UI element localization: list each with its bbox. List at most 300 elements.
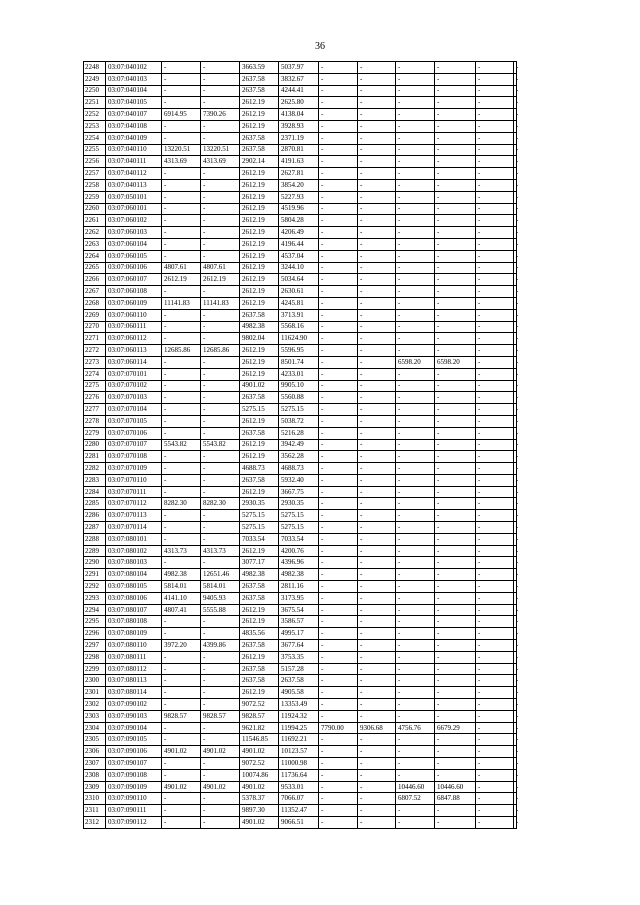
table-cell: 4313.69 bbox=[201, 156, 240, 168]
table-cell: - bbox=[319, 415, 358, 427]
table-cell: 03:07:060105 bbox=[106, 250, 162, 262]
table-row bbox=[84, 651, 517, 663]
table-cell: - bbox=[476, 781, 514, 793]
table-cell: 03:07:090112 bbox=[106, 817, 162, 829]
table-cell: 11624.90 bbox=[279, 333, 319, 345]
table-cell: - bbox=[162, 404, 201, 416]
table-cell: 3173.95 bbox=[279, 592, 319, 604]
table-cell: 2280 bbox=[84, 439, 106, 451]
table-cell: - bbox=[476, 368, 514, 380]
table-cell: - bbox=[396, 628, 435, 640]
table-cell: 03:07:060109 bbox=[106, 297, 162, 309]
table-cell: 03:07:080113 bbox=[106, 675, 162, 687]
table-cell: - bbox=[476, 345, 514, 357]
table-cell: 10446.60 bbox=[396, 781, 435, 793]
table-cell: 9802.04 bbox=[240, 333, 279, 345]
table-cell: 5814.01 bbox=[162, 581, 201, 593]
table-row bbox=[84, 368, 517, 380]
table-cell: - bbox=[514, 297, 517, 309]
table-cell: - bbox=[396, 321, 435, 333]
table-row bbox=[84, 758, 517, 770]
table-cell: 2612.19 bbox=[240, 191, 279, 203]
table-cell: 2371.19 bbox=[279, 132, 319, 144]
table-cell: 2625.80 bbox=[279, 97, 319, 109]
table-cell: - bbox=[201, 651, 240, 663]
table-cell: 03:07:080112 bbox=[106, 663, 162, 675]
table-cell: - bbox=[476, 97, 514, 109]
table-cell: - bbox=[319, 109, 358, 121]
table-cell: 2262 bbox=[84, 227, 106, 239]
table-row bbox=[84, 533, 517, 545]
table-cell: - bbox=[319, 356, 358, 368]
table-cell: - bbox=[358, 486, 396, 498]
table-cell: - bbox=[201, 557, 240, 569]
table-cell: - bbox=[319, 439, 358, 451]
table-cell: 9306.68 bbox=[358, 722, 396, 734]
table-cell: - bbox=[396, 392, 435, 404]
table-cell: - bbox=[476, 274, 514, 286]
table-cell: - bbox=[162, 120, 201, 132]
table-cell: - bbox=[435, 474, 476, 486]
table-cell: - bbox=[358, 592, 396, 604]
table-cell: 2260 bbox=[84, 203, 106, 215]
table-cell: - bbox=[162, 769, 201, 781]
table-cell: - bbox=[435, 675, 476, 687]
table-cell: 5157.28 bbox=[279, 663, 319, 675]
table-cell: 2307 bbox=[84, 758, 106, 770]
table-cell: 4688.73 bbox=[279, 463, 319, 475]
table-cell: - bbox=[358, 356, 396, 368]
table-cell: 6679.29 bbox=[435, 722, 476, 734]
table-cell: - bbox=[319, 793, 358, 805]
table-cell: 10123.57 bbox=[279, 746, 319, 758]
table-cell: 4396.96 bbox=[279, 557, 319, 569]
table-cell: - bbox=[319, 321, 358, 333]
table-cell: 5804.28 bbox=[279, 215, 319, 227]
table-cell: - bbox=[476, 415, 514, 427]
table-row bbox=[84, 628, 517, 640]
table-cell: 03:07:080101 bbox=[106, 533, 162, 545]
table-cell: - bbox=[396, 687, 435, 699]
table-cell: 7033.54 bbox=[279, 533, 319, 545]
table-cell: 2902.14 bbox=[240, 156, 279, 168]
table-cell: 5275.15 bbox=[240, 404, 279, 416]
table-cell: 03:07:080102 bbox=[106, 545, 162, 557]
table-row bbox=[84, 120, 517, 132]
table-cell: - bbox=[201, 368, 240, 380]
table-cell: 9897.30 bbox=[240, 805, 279, 817]
table-cell: 3677.64 bbox=[279, 640, 319, 652]
table-cell: - bbox=[319, 734, 358, 746]
table-cell: 4901.02 bbox=[240, 781, 279, 793]
table-cell: - bbox=[514, 734, 517, 746]
table-cell: - bbox=[201, 179, 240, 191]
table-cell: 03:07:060106 bbox=[106, 262, 162, 274]
table-cell: 03:07:090109 bbox=[106, 781, 162, 793]
table-cell: - bbox=[201, 238, 240, 250]
table-cell: - bbox=[396, 368, 435, 380]
table-cell: - bbox=[319, 132, 358, 144]
table-cell: - bbox=[476, 675, 514, 687]
table-cell: - bbox=[358, 533, 396, 545]
table-cell: - bbox=[162, 758, 201, 770]
table-cell: 5216.28 bbox=[279, 427, 319, 439]
table-cell: - bbox=[201, 250, 240, 262]
table-cell: - bbox=[476, 640, 514, 652]
table-cell: - bbox=[476, 179, 514, 191]
table-cell: 03:07:070104 bbox=[106, 404, 162, 416]
table-cell: 2264 bbox=[84, 250, 106, 262]
table-cell: - bbox=[358, 132, 396, 144]
table-cell: 4901.02 bbox=[201, 781, 240, 793]
table-cell: - bbox=[476, 710, 514, 722]
table-cell: 2612.19 bbox=[240, 297, 279, 309]
table-cell: - bbox=[396, 734, 435, 746]
table-cell: - bbox=[162, 215, 201, 227]
table-cell: 4688.73 bbox=[240, 463, 279, 475]
table-cell: - bbox=[435, 368, 476, 380]
table-cell: - bbox=[358, 203, 396, 215]
table-cell: - bbox=[514, 604, 517, 616]
table-cell: - bbox=[162, 250, 201, 262]
table-cell: - bbox=[514, 592, 517, 604]
table-cell: 3077.17 bbox=[240, 557, 279, 569]
table-cell: 5275.15 bbox=[279, 522, 319, 534]
table-row bbox=[84, 781, 517, 793]
table-cell: 9905.10 bbox=[279, 380, 319, 392]
table-row bbox=[84, 592, 517, 604]
table-cell: - bbox=[201, 474, 240, 486]
table-cell: - bbox=[476, 144, 514, 156]
table-row bbox=[84, 168, 517, 180]
table-cell: 2301 bbox=[84, 687, 106, 699]
table-cell: - bbox=[435, 392, 476, 404]
table-cell: - bbox=[319, 474, 358, 486]
table-cell: - bbox=[162, 486, 201, 498]
table-cell: - bbox=[358, 557, 396, 569]
table-cell: - bbox=[396, 262, 435, 274]
table-cell: 2293 bbox=[84, 592, 106, 604]
table-cell: - bbox=[319, 781, 358, 793]
table-cell: - bbox=[162, 722, 201, 734]
table-cell: - bbox=[358, 156, 396, 168]
table-cell: - bbox=[514, 805, 517, 817]
table-cell: - bbox=[162, 238, 201, 250]
table-cell: - bbox=[358, 191, 396, 203]
table-cell: - bbox=[358, 415, 396, 427]
table-cell: - bbox=[319, 215, 358, 227]
table-cell: 03:07:040105 bbox=[106, 97, 162, 109]
table-cell: - bbox=[435, 286, 476, 298]
table-cell: 3244.10 bbox=[279, 262, 319, 274]
table-row bbox=[84, 746, 517, 758]
table-cell: - bbox=[358, 250, 396, 262]
table-cell: 2630.61 bbox=[279, 286, 319, 298]
table-cell: - bbox=[201, 215, 240, 227]
table-cell: 2305 bbox=[84, 734, 106, 746]
table-cell: - bbox=[201, 758, 240, 770]
table-row bbox=[84, 380, 517, 392]
table-cell: 2278 bbox=[84, 415, 106, 427]
table-cell: 2612.19 bbox=[240, 203, 279, 215]
table-cell: - bbox=[358, 286, 396, 298]
table-cell: 4399.86 bbox=[201, 640, 240, 652]
table-cell: - bbox=[319, 510, 358, 522]
table-cell: 2250 bbox=[84, 85, 106, 97]
table-cell: 03:07:040111 bbox=[106, 156, 162, 168]
table-cell: - bbox=[162, 451, 201, 463]
table-cell: 13353.49 bbox=[279, 699, 319, 711]
table-cell: 5560.88 bbox=[279, 392, 319, 404]
table-cell: 3753.35 bbox=[279, 651, 319, 663]
table-cell: - bbox=[476, 286, 514, 298]
table-cell: - bbox=[514, 227, 517, 239]
table-cell: - bbox=[514, 404, 517, 416]
table-cell: - bbox=[201, 392, 240, 404]
table-cell: - bbox=[319, 345, 358, 357]
table-cell: 5275.15 bbox=[240, 510, 279, 522]
table-cell: - bbox=[396, 522, 435, 534]
table-cell: - bbox=[435, 557, 476, 569]
table-body bbox=[84, 62, 517, 829]
table-cell: - bbox=[514, 156, 517, 168]
table-cell: 2259 bbox=[84, 191, 106, 203]
table-row bbox=[84, 227, 517, 239]
table-cell: - bbox=[358, 640, 396, 652]
table-row bbox=[84, 73, 517, 85]
table-cell: - bbox=[396, 769, 435, 781]
table-cell: - bbox=[435, 274, 476, 286]
table-cell: - bbox=[435, 604, 476, 616]
table-cell: 10446.60 bbox=[435, 781, 476, 793]
table-cell: 5275.15 bbox=[279, 404, 319, 416]
table-cell: - bbox=[396, 427, 435, 439]
table-cell: - bbox=[162, 62, 201, 74]
table-cell: 4982.38 bbox=[279, 569, 319, 581]
table-cell: - bbox=[396, 85, 435, 97]
table-cell: - bbox=[476, 793, 514, 805]
table-cell: - bbox=[201, 286, 240, 298]
table-cell: 7033.54 bbox=[240, 533, 279, 545]
table-cell: - bbox=[435, 533, 476, 545]
table-cell: 2930.35 bbox=[240, 498, 279, 510]
table-cell: - bbox=[319, 250, 358, 262]
table-cell: - bbox=[396, 62, 435, 74]
table-cell: 4244.41 bbox=[279, 85, 319, 97]
table-cell: 2273 bbox=[84, 356, 106, 368]
table-cell: - bbox=[396, 463, 435, 475]
table-cell: 2281 bbox=[84, 451, 106, 463]
table-cell: - bbox=[319, 817, 358, 829]
table-cell: 4756.76 bbox=[396, 722, 435, 734]
table-cell: 4807.41 bbox=[162, 604, 201, 616]
table-cell: - bbox=[514, 380, 517, 392]
table-cell: - bbox=[358, 392, 396, 404]
table-cell: - bbox=[396, 474, 435, 486]
table-cell: - bbox=[396, 333, 435, 345]
table-cell: 2612.19 bbox=[240, 97, 279, 109]
table-cell: - bbox=[358, 215, 396, 227]
table-cell: 2612.19 bbox=[162, 274, 201, 286]
table-cell: - bbox=[476, 392, 514, 404]
table-cell: - bbox=[358, 451, 396, 463]
table-cell: - bbox=[476, 769, 514, 781]
table-cell: 03:07:080114 bbox=[106, 687, 162, 699]
table-cell: 03:07:080105 bbox=[106, 581, 162, 593]
table-cell: - bbox=[476, 545, 514, 557]
table-cell: - bbox=[476, 262, 514, 274]
table-cell: - bbox=[396, 144, 435, 156]
table-cell: 4905.58 bbox=[279, 687, 319, 699]
table-cell: 2299 bbox=[84, 663, 106, 675]
table-cell: 2284 bbox=[84, 486, 106, 498]
table-cell: 03:07:070113 bbox=[106, 510, 162, 522]
table-cell: - bbox=[476, 805, 514, 817]
table-cell: 2612.19 bbox=[240, 286, 279, 298]
table-cell: - bbox=[476, 439, 514, 451]
table-row bbox=[84, 333, 517, 345]
table-row bbox=[84, 793, 517, 805]
table-cell: 2612.19 bbox=[240, 486, 279, 498]
table-cell: 5038.72 bbox=[279, 415, 319, 427]
table-cell: 4519.96 bbox=[279, 203, 319, 215]
table-cell: 10074.86 bbox=[240, 769, 279, 781]
table-cell: 2289 bbox=[84, 545, 106, 557]
table-cell: 03:07:080110 bbox=[106, 640, 162, 652]
table-cell: - bbox=[162, 533, 201, 545]
table-cell: 8282.30 bbox=[201, 498, 240, 510]
table-cell: 8501.74 bbox=[279, 356, 319, 368]
table-row bbox=[84, 687, 517, 699]
table-cell: 2637.58 bbox=[240, 132, 279, 144]
table-cell: 12651.46 bbox=[201, 569, 240, 581]
table-cell: - bbox=[514, 203, 517, 215]
table-cell: 2263 bbox=[84, 238, 106, 250]
table-cell: - bbox=[319, 592, 358, 604]
table-row bbox=[84, 616, 517, 628]
table-cell: 2306 bbox=[84, 746, 106, 758]
table-cell: - bbox=[319, 769, 358, 781]
table-cell: 9066.51 bbox=[279, 817, 319, 829]
table-cell: - bbox=[319, 191, 358, 203]
table-cell: - bbox=[396, 404, 435, 416]
table-cell: 2255 bbox=[84, 144, 106, 156]
table-cell: 03:07:060103 bbox=[106, 227, 162, 239]
table-cell: 03:07:070114 bbox=[106, 522, 162, 534]
table-cell: - bbox=[396, 604, 435, 616]
table-cell: - bbox=[162, 203, 201, 215]
table-row bbox=[84, 675, 517, 687]
table-cell: - bbox=[201, 415, 240, 427]
table-cell: 2612.19 bbox=[240, 227, 279, 239]
table-cell: - bbox=[514, 781, 517, 793]
table-cell: - bbox=[358, 404, 396, 416]
table-cell: - bbox=[162, 463, 201, 475]
table-cell: - bbox=[358, 581, 396, 593]
table-cell: - bbox=[514, 793, 517, 805]
table-cell: - bbox=[319, 286, 358, 298]
table-cell: 03:07:090103 bbox=[106, 710, 162, 722]
table-cell: - bbox=[435, 203, 476, 215]
table-row bbox=[84, 427, 517, 439]
table-cell: - bbox=[201, 486, 240, 498]
table-cell: 03:07:070109 bbox=[106, 463, 162, 475]
table-cell: 3667.75 bbox=[279, 486, 319, 498]
table-cell: 11141.83 bbox=[201, 297, 240, 309]
table-cell: - bbox=[514, 274, 517, 286]
table-cell: 2274 bbox=[84, 368, 106, 380]
table-cell: - bbox=[162, 356, 201, 368]
table-cell: 5814.01 bbox=[201, 581, 240, 593]
table-cell: 2272 bbox=[84, 345, 106, 357]
table-cell: - bbox=[319, 663, 358, 675]
table-cell: - bbox=[201, 522, 240, 534]
table-cell: - bbox=[358, 345, 396, 357]
table-cell: - bbox=[435, 769, 476, 781]
table-cell: - bbox=[358, 734, 396, 746]
table-cell: - bbox=[514, 309, 517, 321]
table-cell: 2249 bbox=[84, 73, 106, 85]
table-cell: - bbox=[162, 132, 201, 144]
table-cell: 2612.19 bbox=[240, 616, 279, 628]
table-cell: - bbox=[201, 191, 240, 203]
table-cell: 2292 bbox=[84, 581, 106, 593]
table-cell: 11141.83 bbox=[162, 297, 201, 309]
table-cell: - bbox=[435, 451, 476, 463]
table-row bbox=[84, 545, 517, 557]
table-row bbox=[84, 262, 517, 274]
table-cell: - bbox=[514, 498, 517, 510]
table-row bbox=[84, 439, 517, 451]
table-cell: 11994.25 bbox=[279, 722, 319, 734]
table-cell: - bbox=[435, 404, 476, 416]
table-cell: - bbox=[435, 179, 476, 191]
table-cell: - bbox=[514, 486, 517, 498]
table-cell: 4206.49 bbox=[279, 227, 319, 239]
table-cell: - bbox=[396, 286, 435, 298]
table-cell: 2612.19 bbox=[240, 238, 279, 250]
table-cell: 9828.57 bbox=[162, 710, 201, 722]
table-cell: - bbox=[358, 179, 396, 191]
table-cell: 4245.81 bbox=[279, 297, 319, 309]
table-cell: - bbox=[319, 640, 358, 652]
table-cell: 9405.93 bbox=[201, 592, 240, 604]
table-cell: 2298 bbox=[84, 651, 106, 663]
table-cell: - bbox=[162, 427, 201, 439]
table-cell: - bbox=[396, 238, 435, 250]
table-cell: - bbox=[435, 427, 476, 439]
table-cell: 03:07:080103 bbox=[106, 557, 162, 569]
table-cell: - bbox=[358, 510, 396, 522]
table-cell: 2282 bbox=[84, 463, 106, 475]
table-cell: 03:07:060110 bbox=[106, 309, 162, 321]
table-cell: - bbox=[476, 628, 514, 640]
table-row bbox=[84, 132, 517, 144]
table-cell: 9072.52 bbox=[240, 699, 279, 711]
table-cell: - bbox=[358, 297, 396, 309]
table-cell: - bbox=[201, 404, 240, 416]
table-cell: - bbox=[358, 333, 396, 345]
table-cell: 03:07:070105 bbox=[106, 415, 162, 427]
table-cell: - bbox=[476, 250, 514, 262]
table-cell: - bbox=[396, 97, 435, 109]
table-cell: - bbox=[358, 474, 396, 486]
table-cell: - bbox=[358, 663, 396, 675]
table-cell: - bbox=[162, 380, 201, 392]
table-cell: - bbox=[358, 769, 396, 781]
table-cell: - bbox=[319, 97, 358, 109]
table-row bbox=[84, 734, 517, 746]
